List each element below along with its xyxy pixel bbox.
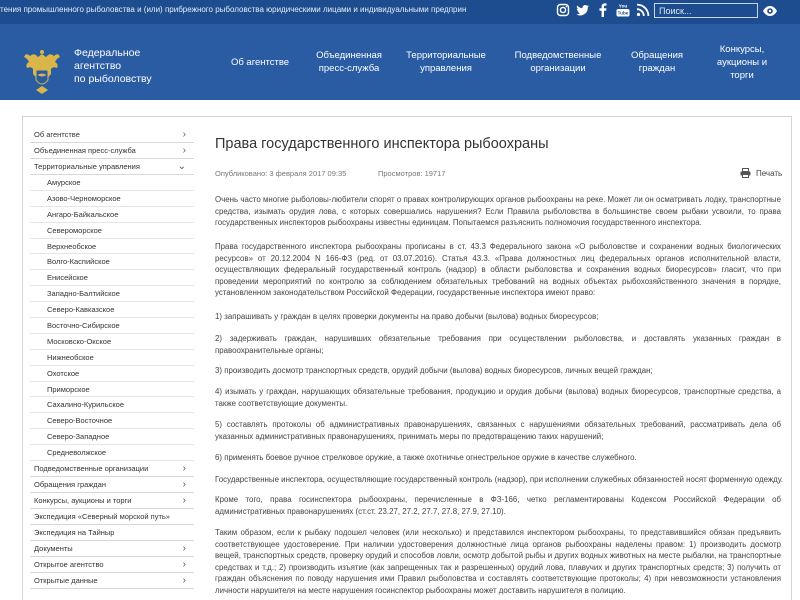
sidebar-item-label: Документы	[34, 544, 73, 554]
chevron-right-icon[interactable]: ›	[182, 559, 186, 571]
news-ticker[interactable]: тения промышленного рыболовства и (или) прибрежного рыболовства юридическими лицами и индивидуальными предприн	[0, 5, 467, 14]
nav-label: управления	[420, 63, 472, 74]
sidebar-item-label: Экспедиция на Тайныр	[34, 528, 115, 538]
sidebar-item-open-agency[interactable]	[30, 557, 194, 573]
emblem-logo[interactable]	[22, 48, 62, 96]
article-paragraph: 3) производить досмотр транспортных средств, орудий добычи (вылова) водных биоресурсов, личных вещей граждан;	[215, 366, 653, 375]
printer-icon	[740, 168, 751, 178]
agency-name-line: агентство	[74, 60, 122, 72]
nav-label: Об агентстве	[230, 56, 290, 68]
sidebar-subitem[interactable]: Средневолжское	[30, 445, 194, 461]
nav-subordinate[interactable]	[506, 24, 610, 100]
article-paragraph: 2) задерживать граждан, нарушивших обязательные требования при осуществлении рыболовства, и доставлять указанных граждан в правоохранительные органы;	[215, 334, 781, 355]
top-bar	[0, 0, 800, 24]
sidebar-item-open-data[interactable]	[30, 573, 194, 589]
nav-label: граждан	[638, 63, 676, 74]
search-input[interactable]	[654, 3, 758, 18]
nav-label: Подведомственные	[514, 50, 602, 61]
nav-label: Объединенная	[316, 50, 382, 61]
twitter-icon[interactable]	[576, 3, 590, 17]
sidebar-item-label: Экспедиция «Северный морской путь»	[34, 512, 170, 522]
article-paragraph: 5) составлять протоколы об административных правонарушениях, связанных с нарушениями обязательных требований, рассматривать дела об указанных административных правонарушениях, принимать меры по предотвращению таких нарушений;	[215, 420, 781, 441]
sidebar-subitem[interactable]: Енисейское	[30, 270, 194, 286]
nav-label: Обращения	[630, 50, 684, 61]
chevron-down-icon[interactable]: ⌄	[177, 161, 186, 172]
nav-territorial[interactable]	[402, 24, 490, 100]
article-paragraph: 1) запрашивать у граждан в целях проверки документы на право добычи (вылова) водных биоресурсов;	[215, 312, 599, 321]
agency-name-line: по рыболовству	[74, 73, 152, 85]
sidebar-subitem[interactable]: Сахалино-Курильское	[30, 397, 194, 413]
sidebar-item-documents[interactable]	[30, 541, 194, 557]
sidebar-subitem[interactable]: Северо-Восточное	[30, 413, 194, 429]
sidebar-subitem[interactable]: Амурское	[30, 175, 194, 191]
nav-label: Конкурсы,	[719, 43, 765, 55]
article-paragraph: Таким образом, если к рыбаку подошел человек (или несколько) и представился инспектором рыбоохраны, то представившийся обязан предъявить соответствующее удостоверение. При наличии удостоверения должностные лица органов рыбоохраны наделены правом: 1) производить досмотр вещей, транспортных средств, проверку орудий и способов ловли, осмотр добытой рыбы и других водных животных на месте рыбалки, на транспортные средствах и т.д.; 2) производить изъятие (как запрещенных так и разрешенных) орудий лова, плавучих и других транспортных средств; 3) получить от граждан объяснения по поводу нарушения ими Правил рыболовства и составлять соответствующие протоколы; 4) при невозможности установления личности нарушителя на месте нарушения госинспектор рыбоохраны может доставить нарушителя в полицию.	[215, 528, 781, 595]
nav-about[interactable]	[224, 24, 296, 100]
agency-name-line: Федеральное	[74, 47, 141, 59]
agency-name[interactable]	[74, 47, 194, 86]
article-paragraph: Очень часто многие рыболовы-любители спорят о правах контролирующих органов рыбоохраны на реке. Может ли он осматривать лодку, транспортные средства, изымать орудия лова, с которых совершались нарушения? Если Правила рыболовства в большинстве своем рыбаки усвоили, то права государственных инспекторов рыбоохраны известны единицам. Попытаемся разъяснить полномочия государственного инспектора.	[215, 195, 781, 228]
chevron-right-icon[interactable]: ›	[182, 129, 186, 140]
print-button[interactable]	[740, 168, 782, 178]
sidebar-subitem[interactable]: Восточно-Сибирское	[30, 318, 194, 334]
print-label: Печать	[756, 168, 783, 178]
sidebar-item-appeals[interactable]	[30, 477, 194, 493]
social-links	[556, 3, 650, 19]
sidebar-subitem[interactable]: Северо-Западное	[30, 429, 194, 445]
sidebar-item-tenders[interactable]	[30, 493, 194, 509]
views-count: Просмотров: 19717	[378, 169, 446, 178]
sidebar-subitem[interactable]: Верхнеобское	[30, 239, 194, 255]
chevron-right-icon[interactable]: ›	[182, 145, 186, 156]
article-paragraph: Кроме того, права госинспектора рыбоохраны, перечисленные в ФЗ-166, четко регламентированы Кодексом Российской Федерации об административных правонарушениях (ст.ст. 23.27, 27.2, 27.7, 27.8, 27.9, 27.10).	[215, 495, 781, 516]
eye-icon[interactable]	[762, 4, 778, 18]
sidebar-item-subordinate[interactable]	[30, 461, 194, 477]
sidebar-item-label: Конкурсы, аукционы и торги	[34, 496, 132, 506]
sidebar-item-expedition-taimyr[interactable]	[30, 525, 194, 541]
sidebar-item-expedition-nsr[interactable]	[30, 509, 194, 525]
nav-tenders[interactable]	[702, 24, 782, 100]
sidebar-item-label: Обращения граждан	[34, 480, 106, 490]
article-paragraph: 4) изымать у граждан, нарушающих обязательные требования, продукцию и орудия добычи (вылова) водных биоресурсов, транспортные средства, а также соответствующие документы.	[215, 387, 781, 408]
sidebar-subitem[interactable]: Нижнеобское	[30, 350, 194, 366]
chevron-right-icon[interactable]: ›	[182, 543, 186, 555]
chevron-right-icon[interactable]: ›	[182, 479, 186, 491]
sidebar-subitem[interactable]: Московско-Окское	[30, 334, 194, 350]
article-paragraph: Права государственного инспектора рыбоохраны прописаны в ст. 43.3 Федерального закона «О рыболовстве и сохранении водных биологических ресурсов» от 20.12.2004 N 166-ФЗ (ред. от 03.07.2016). Статья 43.3. «Права должностных лиц федеральных органов исполнительной власти, осуществляющих федеральный государственный контроль (надзор) в области рыболовства и сохранения водных биоресурсов» гласит, что при проведении мероприятий по контролю за соблюдением обязательных требований на водных объектах рыбохозяйственного значения в порядке, установленном законодательством Российской Федерации, государственные инспектора имеют право:	[215, 242, 781, 298]
chevron-right-icon[interactable]: ›	[182, 575, 186, 587]
sidebar-item-about[interactable]	[30, 127, 194, 143]
svg-text:Tube: Tube	[617, 10, 629, 16]
article-paragraph: Государственные инспектора, осуществляющие государственный контроль (надзор), при исполнении служебных обязанностей носят форменную одежду.	[215, 475, 784, 484]
nav-press-service[interactable]	[306, 24, 392, 100]
sidebar-item-label: Открытые данные	[34, 576, 98, 586]
sidebar-subitem[interactable]: Охотское	[30, 366, 194, 382]
sidebar-item-label: Об агентстве	[34, 130, 80, 139]
sidebar-subitem[interactable]: Ангаро-Байкальское	[30, 207, 194, 223]
sidebar-subitem[interactable]: Приморское	[30, 382, 194, 398]
nav-label: аукционы и	[716, 56, 768, 68]
nav-label: Территориальные	[406, 50, 486, 61]
sidebar-item-press-service[interactable]	[30, 143, 194, 159]
instagram-icon[interactable]	[556, 3, 570, 17]
sidebar-menu	[30, 127, 194, 589]
nav-label: пресс-служба	[318, 63, 380, 74]
sidebar-item-label: Объединенная пресс-служба	[34, 146, 136, 155]
chevron-right-icon[interactable]: ›	[182, 463, 186, 475]
svg-text:You: You	[618, 4, 628, 10]
sidebar-item-label: Открытое агентство	[34, 560, 104, 570]
site-header	[0, 24, 800, 100]
published-date: Опубликовано: 3 февраля 2017 09:35	[215, 169, 347, 178]
chevron-right-icon[interactable]: ›	[182, 495, 186, 507]
rss-icon[interactable]	[636, 3, 650, 17]
nav-label: торги	[730, 69, 754, 81]
sidebar-item-label: Территориальные управления	[34, 162, 140, 171]
sidebar-item-label: Подведомственные организации	[34, 464, 149, 474]
youtube-icon[interactable]	[616, 3, 630, 17]
sidebar-subitem[interactable]: Азово-Черноморское	[30, 191, 194, 207]
article-paragraph: 6) применять боевое ручное стрелковое оружие, а также охотничье огнестрельное оружие в качестве служебного.	[215, 453, 637, 462]
sidebar-subitem[interactable]: Западно-Балтийское	[30, 286, 194, 302]
page-title: Права государственного инспектора рыбоохраны	[215, 136, 549, 152]
sidebar-subitem[interactable]: Североморское	[30, 223, 194, 239]
nav-label: организации	[530, 63, 586, 74]
nav-appeals[interactable]	[622, 24, 692, 100]
sidebar-subitem[interactable]: Волго-Каспийское	[30, 254, 194, 270]
sidebar-item-territorial[interactable]	[30, 159, 194, 175]
facebook-icon[interactable]	[596, 3, 610, 17]
sidebar-subitem[interactable]: Северо-Кавказское	[30, 302, 194, 318]
